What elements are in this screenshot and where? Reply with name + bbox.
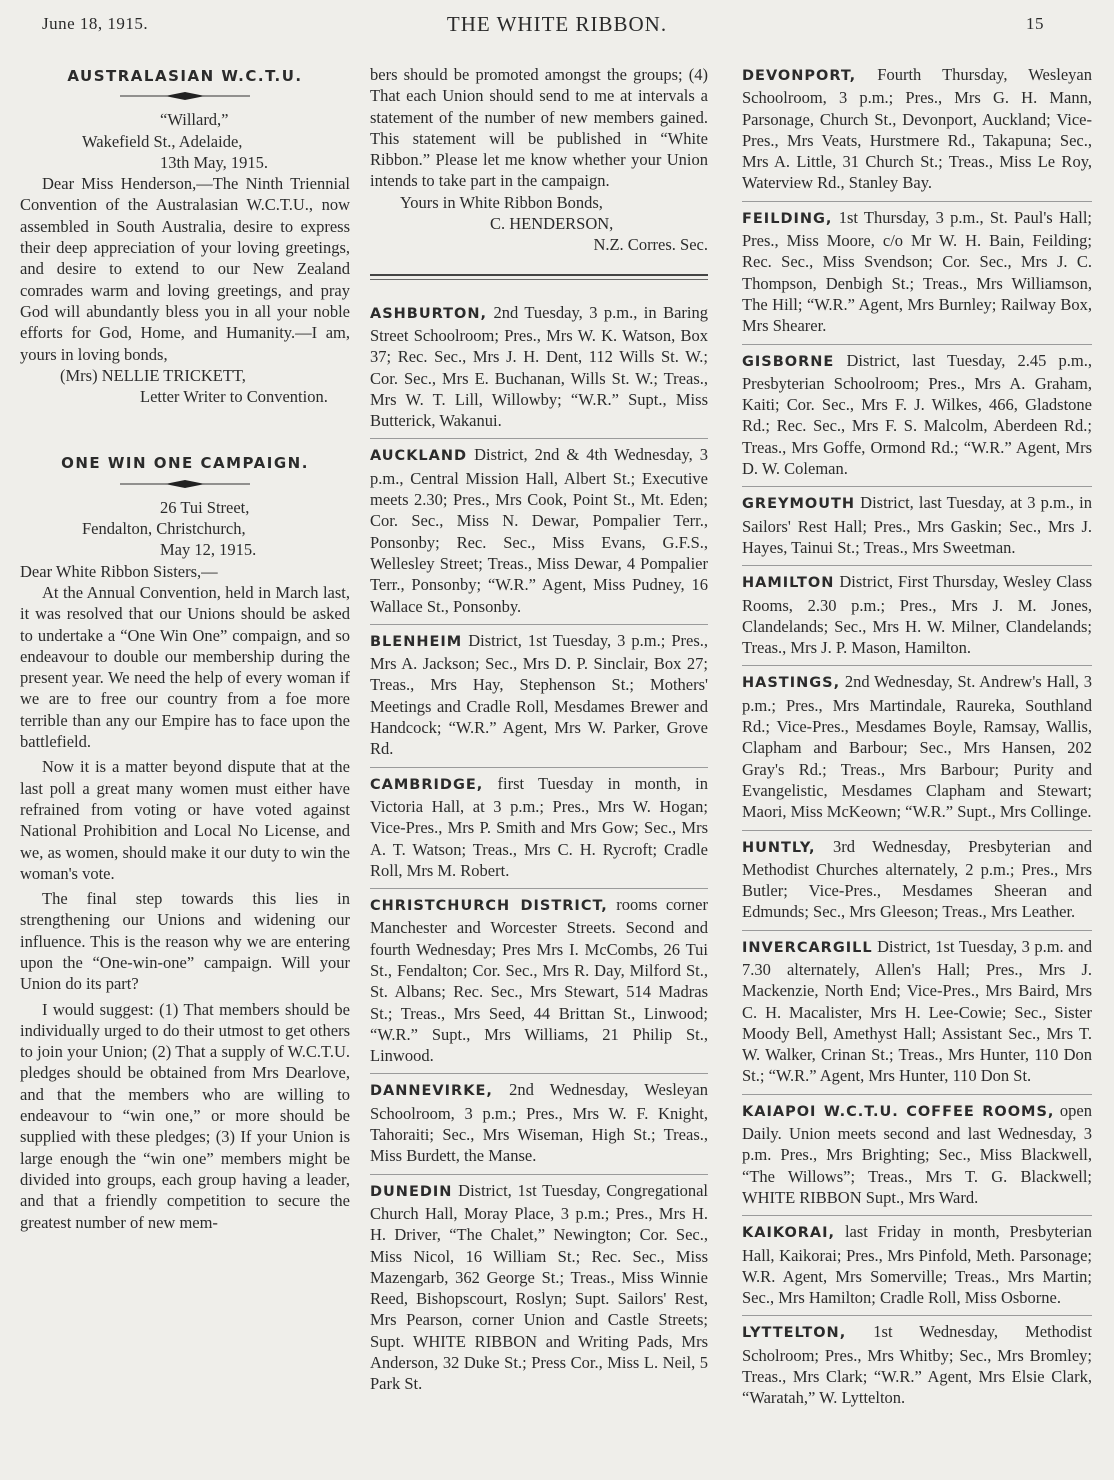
letter1-signature-title: Letter Writer to Convention.	[140, 387, 328, 407]
column-3	[742, 64, 1092, 1421]
ornament-divider	[120, 479, 250, 489]
union-details: rooms corner Manchester and Worcester Streets. Second and fourth Wednesday; Pres Mrs I. McCombs, 26 Tui St., Fendalton; Cor. Sec., Mrs R. Day, Milford St., St. Albans; Rec. Sec., Mrs Stewart, 514 Madras St.; Treas., Mrs Seed, 44 Brittan St., Linwood; “W.R.” Supt., Mrs Williams, 21 Philip St., Linwood.	[370, 895, 708, 1066]
union-name: GISBORNE	[742, 353, 835, 370]
union-details: 2nd Wednesday, St. Andrew's Hall, 3 p.m.; Pres., Mrs Martindale, Raureka, Southland Rd.; Vice-Pres., Mesdames Boyle, Ramsay, Wallis, Clapham and Barbour; Sec., Mrs Hansen, 202 Gray's Rd.; Treas., Mrs Barbour; Purity and Evangelistic, Mesdames Clapham and Stewart; Maori, Miss McKeown; “W.R.” Supt., Mrs Collinge.	[742, 672, 1093, 822]
union-details: District, last Tuesday, 2.45 p.m., Presbyterian Schoolroom; Pres., Mrs A. Graham, Kaiti; Cor. Sec., Mrs F. J. Wilkes, 466, Gladstone Rd.; Rec. Sec., Mrs F. S. Malcolm, Aberdeen Rd.; Treas., Mrs Goffe, Ormond Rd.; “W.R.” Agent, Mrs D. W. Coleman.	[742, 350, 1093, 479]
union-entry	[742, 671, 1092, 830]
union-details: District, 1st Tuesday, Congregational Church Hall, Moray Place, 3 p.m.; Pres., Mrs H. H. Driver, “The Chalet,” Newington; Cor. Sec., Miss Nicol, 16 William St.; Rec. Sec., Miss Mazengarb, 362 George St.; Treas., Miss Winnie Reed, Bishopscourt, Roslyn; Supt. Sailors' Rest, Mrs Pearson, corner Union and Castle Streets; Supt. WHITE RIBBON and Writing Pads, Mrs Anderson, 32 Duke St.; Press Cor., Miss L. Neil, 5 Park St.	[370, 1180, 709, 1394]
publication-title: THE WHITE RIBBON.	[446, 12, 668, 36]
union-details: District, 1st Tuesday, 3 p.m. and 7.30 alternately, Allen's Hall; Pres., Mrs J. Mackenzie, North End; Vice-Pres., Mrs Baird, Mrs C. H. Macalister, Mrs H. Lee-Cowie; Sec., Sister Moody Bell, Amethyst Hall; Assistant Sec., Mrs T. W. Walker, Crinan St.; Treas., Mrs Hunter, 110 Don St.; “W.R.” Agent, Mrs Hunter, 110 Don St.	[742, 936, 1092, 1086]
union-details: open Daily. Union meets second and last Wednesday, 3 p.m. Pres., Mrs Brighting; Sec., Miss Blackwell, “The Willows”; Treas., Mrs T. G. Blackwell; WHITE RIBBON Supt., Mrs Ward.	[742, 1100, 1092, 1207]
union-entry	[370, 302, 708, 440]
letter2-paragraph: Now it is a matter beyond dispute that at the last poll a great many women must either have refrained from voting or have voted against National Prohibition and Local No License, and we, as women, should make it our duty to win the woman's vote.	[20, 757, 350, 883]
letter1-signature: (Mrs) NELLIE TRICKETT,	[60, 365, 246, 385]
ornament-divider	[120, 91, 250, 101]
union-details: first Tuesday in month, in Victoria Hall, at 3 p.m.; Pres., Mrs W. Hogan; Vice-Pres., Mrs P. Smith and Mrs Gow; Sec., Mrs A. T. Watson; Treas., Mrs C. H. Rycroft; Cradle Roll, Mrs M. Robert.	[370, 773, 708, 880]
union-details: 2nd Wednesday, Wesleyan Schoolroom, 3 p.m.; Pres., Mrs W. F. Knight, Tahoraiti; Sec., Mrs Wiseman, High St.; Treas., Miss Burdett, the Manse.	[370, 1080, 708, 1166]
letter2-paragraph: I would suggest: (1) That members should be individually urged to do their utmost to get others to join your Union; (2) That a supply of W.C.T.U. pledges should be obtained from Mrs Dearlove, and that the members who are willing to endeavour to “win one,” or more should be supplied with these pledges; (3) If your Union is large enough the “win one” members might be divided into groups, each group having a leader, and that a friendly competition to secure the greatest number of new mem-	[20, 999, 350, 1232]
union-entry	[742, 350, 1092, 488]
issue-date: June 18, 1915.	[42, 14, 149, 33]
union-details: 3rd Wednesday, Presbyterian and Methodist Churches alternately, 2 p.m.; Pres., Mrs Butler; Vice-Pres., Mesdames Sheeran and Edmunds; Sec., Mrs Gleeson; Treas., Mrs Leather.	[742, 836, 1093, 922]
union-name: AUCKLAND	[370, 448, 468, 465]
letter2-closing: Yours in White Ribbon Bonds,	[400, 192, 603, 212]
union-name: DUNEDIN	[370, 1183, 453, 1200]
union-entry	[742, 64, 1092, 202]
union-name: BLENHEIM	[370, 633, 463, 650]
letter2-paragraph: The final step towards this lies in strengthening our Unions and widening our influence. This is the reason why we are entering upon the “One-win-one” campaign. Will your Union do its part?	[20, 889, 350, 994]
column-1	[20, 60, 350, 1233]
union-name: HASTINGS,	[742, 675, 841, 692]
union-entry	[742, 571, 1092, 666]
letter2-salutation: Dear White Ribbon Sisters,—	[20, 561, 218, 581]
running-head	[0, 8, 1114, 38]
union-name: HAMILTON	[742, 575, 835, 592]
union-details: 2nd Tuesday, 3 p.m., in Baring Street Schoolroom; Pres., Mrs W. K. Watson, Box 37; Rec. Sec., Mrs J. H. Dent, 112 Wills St. W.; Cor. Sec., Mrs E. Buchanan, Wills St. W.; Treas., Mrs W. T. Lill, Willowby; “W.R.” Supt., Miss Butterick, Wakanui.	[370, 302, 708, 431]
union-entry	[742, 936, 1092, 1095]
union-name: CAMBRIDGE,	[370, 776, 484, 793]
union-entry	[742, 1221, 1092, 1316]
letter2-signature: C. HENDERSON,	[490, 214, 614, 234]
union-name: CHRISTCHURCH DISTRICT,	[370, 898, 608, 915]
section-rule	[370, 274, 708, 280]
union-name: HUNTLY,	[742, 839, 816, 856]
letter2-signature-title: N.Z. Corres. Sec.	[593, 235, 708, 255]
union-entry	[370, 1079, 708, 1174]
union-details: District, 1st Tuesday, 3 p.m.; Pres., Mrs A. Jackson; Sec., Mrs D. P. Sinclair, Box 27; Treas., Mrs Hay, Stephenson St.; Mothers' Meetings and Cradle Roll, Mesdames Brewer and Handcock; “W.R.” Agent, Mrs W. Parker, Grove Rd.	[370, 630, 709, 759]
union-directory-part-1	[370, 302, 708, 1402]
letter1-body: Dear Miss Henderson,—The Ninth Triennial Convention of the Australasian W.C.T.U., now assembled in South Australia, desire to express their deep appreciation of your loving greetings, and desire to extend to our New Zealand comrades warm and loving greetings, and pray God will abundantly bless you in all your noble efforts for God, Home, and Humanity.—I am, yours in loving bonds,	[20, 174, 350, 364]
union-details: last Friday in month, Presbyterian Hall, Kaikorai; Pres., Mrs Pinfold, Meth. Parsonage; W.R. Agent, Mrs Somerville; Treas., Mrs Martin; Sec., Mrs Hamilton; Cradle Roll, Miss Osborne.	[742, 1222, 1092, 1308]
union-entry	[370, 630, 708, 768]
letter2-paragraph-continued: bers should be promoted amongst the groups; (4) That each Union should send to me at intervals a statement of the number of new members gained. This statement will be published in “White Ribbon.” Please let me know whether your Union intends to take part in the campaign.	[370, 65, 708, 191]
union-entry	[370, 773, 708, 889]
union-details: 1st Thursday, 3 p.m., St. Paul's Hall; Pres., Miss Moore, c/o Mr W. H. Bain, Feilding; Rec. Sec., Miss Svendson; Cor. Sec., Mrs J. C. Thompson, Denbigh St.; Treas., Mrs Williamson, The Hill; “W.R.” Agent, Mrs Burnley; Railway Box, Mrs Shearer.	[742, 207, 1092, 336]
union-name: INVERCARGILL	[742, 939, 873, 956]
union-name: KAIAPOI W.C.T.U. COFFEE ROOMS,	[742, 1103, 1055, 1120]
union-details: District, 2nd & 4th Wednesday, 3 p.m., Central Mission Hall, Albert St.; Executive meets 2.30; Pres., Mrs Cook, Point St., Mt. Eden; Cor. Sec., Miss N. Dewar, Pompalier Terr., Ponsonby; Rec. Sec., Miss Evans, G.F.S., Wellesley Street; Treas., Miss Dewar, 4 Pompalier Terr., Ponsonby; “W.R.” Agent, Miss Pudney, 16 Wallace St., Ponsonby.	[370, 445, 708, 616]
union-name: LYTTELTON,	[742, 1325, 847, 1342]
heading-australasian-wctu: AUSTRALASIAN W.C.T.U.	[67, 67, 303, 85]
union-entry	[370, 1180, 708, 1402]
union-name: GREYMOUTH	[742, 496, 856, 513]
letter2-address-line: 26 Tui Street,	[160, 497, 250, 517]
letter2-address-line: Fendalton, Christchurch,	[82, 519, 246, 539]
page-number: 15	[1026, 14, 1044, 33]
letter2-date: May 12, 1915.	[160, 540, 257, 560]
union-entry	[742, 836, 1092, 931]
union-entry	[742, 1321, 1092, 1415]
union-entry	[370, 444, 708, 624]
union-details: Fourth Thursday, Wesleyan Schoolroom, 3 p.m.; Pres., Mrs G. H. Mann, Parsonage, Church St., Devonport, Auckland; Vice-Pres., Mrs Veats, Hurstmere Rd., Takapuna; Sec., Mrs A. Little, 31 Church St.; Treas., Miss Le Roy, Waterview Rd., Stanley Bay.	[742, 65, 1092, 193]
union-entry	[742, 207, 1092, 345]
union-details: 1st Wednesday, Methodist Scholroom; Pres., Mrs Whitby; Sec., Mrs Bromley; Treas., Mrs Clark; “W.R.” Agent, Mrs Elsie Clark, “Waratah,” W. Lyttelton.	[742, 1322, 1093, 1408]
union-directory-part-2	[742, 64, 1092, 1416]
union-entry	[742, 1100, 1092, 1216]
heading-one-win-one: ONE WIN ONE CAMPAIGN.	[61, 454, 309, 473]
union-name: FEILDING,	[742, 210, 833, 227]
letter1-address-line: “Willard,”	[160, 110, 229, 130]
union-details: District, First Thursday, Wesley Class Rooms, 2.30 p.m.; Pres., Mrs J. M. Jones, Clandelands; Sec., Mrs H. W. Milner, Clandelands; Treas., Mrs J. P. Mason, Hamilton.	[742, 572, 1092, 658]
union-name: ASHBURTON,	[370, 305, 488, 322]
letter1-address-line: Wakefield St., Adelaide,	[82, 131, 243, 151]
union-name: KAIKORAI,	[742, 1225, 836, 1242]
letter1-date: 13th May, 1915.	[160, 152, 269, 172]
union-entry	[742, 492, 1092, 566]
column-2	[370, 64, 708, 1407]
union-entry	[370, 894, 708, 1074]
letter2-paragraph: At the Annual Convention, held in March last, it was resolved that our Unions should be asked to undertake a “One Win One” compaign, and so endeavour to double our membership during the present year. We need the help of every woman if we are to free our country from a foe more terrible than any our Empire has to face upon the battlefield.	[20, 582, 350, 752]
union-name: DEVONPORT,	[742, 68, 857, 84]
union-details: District, last Tuesday, at 3 p.m., in Sailors' Rest Hall; Pres., Mrs Gaskin; Sec., Mrs J. Hayes, Tainui St.; Treas., Mrs Sweetman.	[742, 493, 1093, 557]
union-name: DANNEVIRKE,	[370, 1083, 493, 1100]
